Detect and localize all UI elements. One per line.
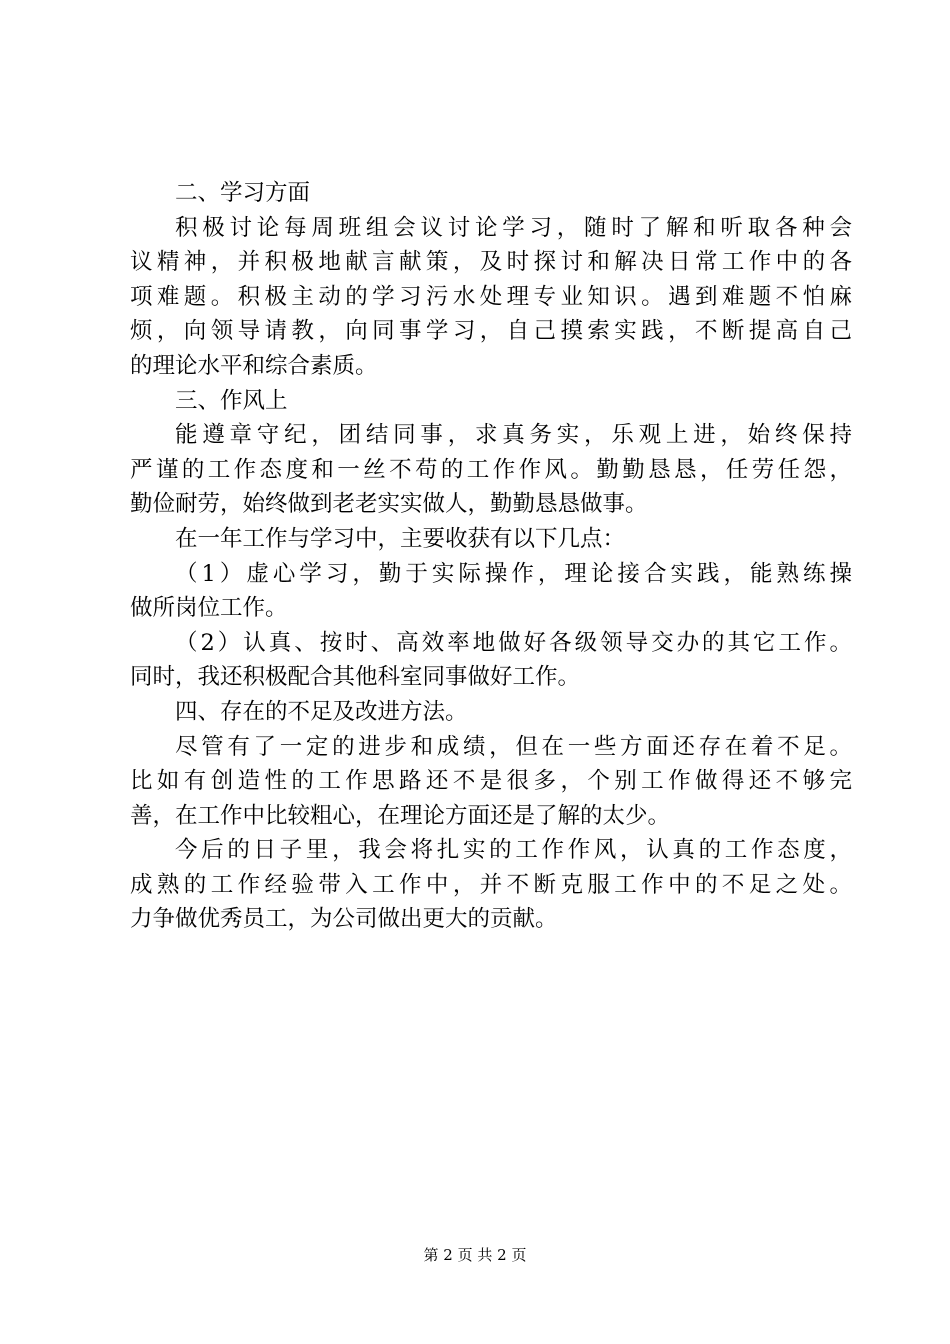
list-item-1-continued: 做所岗位工作。 — [130, 595, 288, 622]
paragraph-line: 在一年工作与学习中，主要收获有以下几点： — [175, 525, 626, 552]
paragraph-line: 能遵章守纪，团结同事，求真务实，乐观上进，始终保持 — [175, 422, 852, 449]
paragraph-line: 积极讨论每周班组会议讨论学习，随时了解和听取各种会 — [175, 214, 852, 241]
section-heading-style: 三、作风上 — [175, 387, 288, 414]
paragraph-line: 比如有创造性的工作思路还不是很多，个别工作做得还不够完 — [130, 768, 852, 795]
paragraph-line: 尽管有了一定的进步和成绩，但在一些方面还存在着不足。 — [175, 733, 852, 760]
paragraph-line: 议精神，并积极地献言献策，及时探讨和解决日常工作中的各 — [130, 249, 852, 276]
paragraph-line: 力争做优秀员工，为公司做出更大的贡献。 — [130, 906, 558, 933]
section-heading-shortcomings: 四、存在的不足及改进方法。 — [175, 698, 468, 725]
paragraph-line: 烦，向领导请教，向同事学习，自己摸索实践，不断提高自己 — [130, 318, 852, 345]
section-heading-study: 二、学习方面 — [175, 180, 311, 206]
document-body — [130, 176, 852, 937]
paragraph-line: 今后的日子里，我会将扎实的工作作风，认真的工作态度， — [175, 837, 852, 864]
paragraph-line: 勤俭耐劳，始终做到老老实实做人，勤勤恳恳做事。 — [130, 491, 648, 518]
list-item-2-continued: 同时，我还积极配合其他科室同事做好工作。 — [130, 664, 581, 691]
page-footer: 第 2 页 共 2 页 — [423, 1246, 527, 1264]
paragraph-line: 严谨的工作态度和一丝不苟的工作作风。勤勤恳恳，任劳任怨， — [130, 456, 852, 483]
paragraph-line: 善，在工作中比较粗心，在理论方面还是了解的太少。 — [130, 802, 671, 829]
list-item-1: （1）虚心学习，勤于实际操作，理论接合实践，能熟练操 — [175, 560, 852, 587]
paragraph-line: 成熟的工作经验带入工作中，并不断克服工作中的不足之处。 — [130, 871, 852, 898]
paragraph-line: 的理论水平和综合素质。 — [130, 352, 378, 379]
list-item-2: （2）认真、按时、高效率地做好各级领导交办的其它工作。 — [175, 629, 852, 656]
paragraph-line: 项难题。积极主动的学习污水处理专业知识。遇到难题不怕麻 — [130, 283, 852, 310]
